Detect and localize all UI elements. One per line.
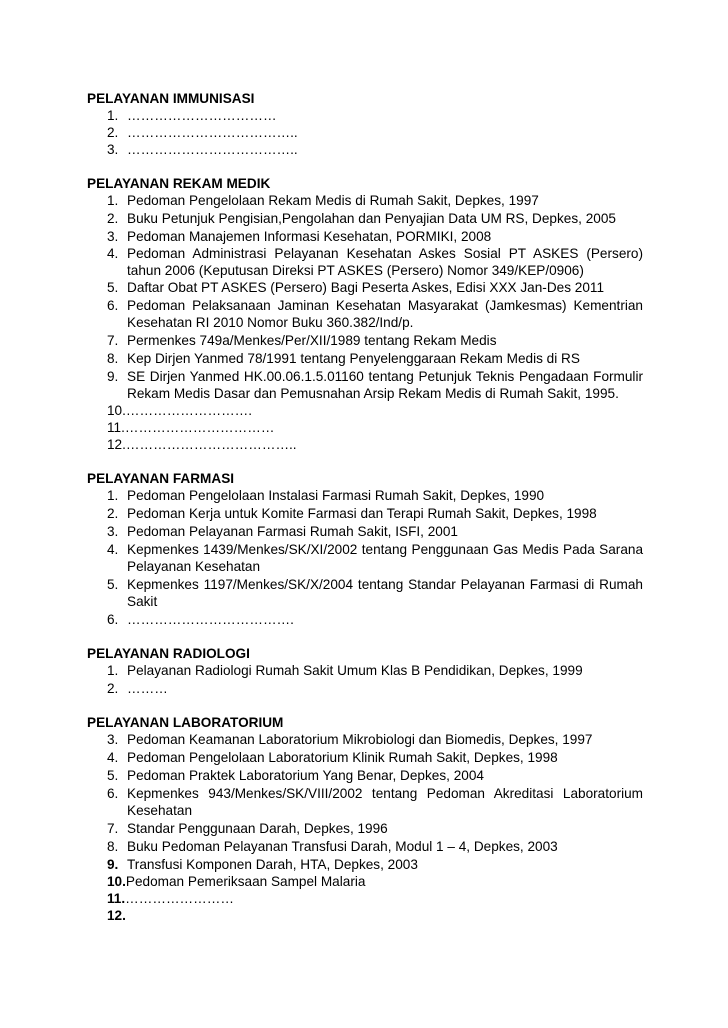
item-number: 5. xyxy=(107,577,119,592)
list-item xyxy=(107,541,643,575)
item-text: Buku Pedoman Pelayanan Transfusi Darah, Modul 1 – 4, Depkes, 2003 xyxy=(127,839,558,854)
item-number: 9. xyxy=(107,369,119,384)
list-item xyxy=(107,505,643,522)
list-item xyxy=(107,856,643,873)
item-number: 1. xyxy=(107,108,119,123)
item-text: Transfusi Komponen Darah, HTA, Depkes, 2003 xyxy=(127,857,418,872)
item-number: 1. xyxy=(107,663,119,678)
item-text: Pedoman Keamanan Laboratorium Mikrobiologi dan Biomedis, Depkes, 1997 xyxy=(127,732,593,747)
item-number: 2. xyxy=(107,211,119,226)
item-text: Pedoman Pengelolaan Laboratorium Klinik Rumah Sakit, Depkes, 1998 xyxy=(127,750,558,765)
section-title: PELAYANAN FARMASI xyxy=(87,471,235,486)
list-item xyxy=(107,192,643,209)
item-text: Pedoman Pengelolaan Rekam Medis di Rumah Sakit, Depkes, 1997 xyxy=(127,193,539,208)
item-number: 11. xyxy=(107,420,125,435)
item-number: 11. xyxy=(107,891,126,906)
item-text: ……………………………….. xyxy=(127,125,298,140)
item-text: Kepmenkes 943/Menkes/SK/VIII/2002 tentang Pedoman Akreditasi Laboratorium Kesehatan xyxy=(127,786,643,818)
section-title: PELAYANAN IMMUNISASI xyxy=(87,91,255,106)
section-immunisasi xyxy=(87,90,643,158)
list-item xyxy=(107,749,643,766)
list-item xyxy=(107,785,643,819)
item-number: 3. xyxy=(107,142,119,157)
list-item xyxy=(107,767,643,784)
list-item xyxy=(107,279,643,296)
list-item xyxy=(107,436,643,453)
list-item xyxy=(107,611,643,628)
item-text: Kepmenkes 1439/Menkes/SK/XI/2002 tentang Penggunaan Gas Medis Pada Sarana Pelayanan Kesehatan xyxy=(127,542,643,574)
item-number: 3. xyxy=(107,229,119,244)
item-number: 12. xyxy=(107,908,126,923)
list-item xyxy=(107,107,643,124)
item-number: 2. xyxy=(107,125,119,140)
item-number: 6. xyxy=(107,612,119,627)
reference-list xyxy=(87,662,643,697)
list-item xyxy=(107,368,643,402)
item-number: 7. xyxy=(107,333,119,348)
item-text: ……………………………….. xyxy=(127,142,298,157)
list-item xyxy=(107,662,643,679)
list-item xyxy=(107,576,643,610)
list-item xyxy=(107,487,643,504)
section-title: PELAYANAN LABORATORIUM xyxy=(87,715,284,730)
item-text: Pelayanan Radiologi Rumah Sakit Umum Klas B Pendidikan, Depkes, 1999 xyxy=(127,663,583,678)
section-rekam-medik xyxy=(87,175,643,453)
item-text: ………………………………. xyxy=(127,612,294,627)
item-number: 1. xyxy=(107,488,119,503)
item-text xyxy=(126,907,643,924)
section-title: PELAYANAN REKAM MEDIK xyxy=(87,176,271,191)
list-item xyxy=(107,680,643,697)
item-number: 5. xyxy=(107,768,119,783)
list-item xyxy=(107,873,643,890)
item-number: 3. xyxy=(107,732,119,747)
section-title: PELAYANAN RADIOLOGI xyxy=(87,646,250,661)
item-number: 10. xyxy=(107,403,126,418)
list-item xyxy=(107,297,643,331)
list-item xyxy=(107,141,643,158)
item-number: 8. xyxy=(107,839,119,854)
item-text: Daftar Obat PT ASKES (Persero) Bagi Peserta Askes, Edisi XXX Jan-Des 2011 xyxy=(127,280,605,295)
item-number: 4. xyxy=(107,542,119,557)
item-text: Pedoman Pelayanan Farmasi Rumah Sakit, ISFI, 2001 xyxy=(127,524,458,539)
item-number: 4. xyxy=(107,246,119,261)
item-text: Pedoman Pengelolaan Instalasi Farmasi Rumah Sakit, Depkes, 1990 xyxy=(127,488,545,503)
list-item xyxy=(107,332,643,349)
item-text: ……… xyxy=(127,681,168,696)
document-content xyxy=(87,90,643,941)
item-number: 8. xyxy=(107,351,119,366)
list-item xyxy=(107,245,643,279)
item-text: …………………………… xyxy=(124,420,275,435)
list-item xyxy=(107,890,643,907)
item-text: Kep Dirjen Yanmed 78/1991 tentang Penyelenggaraan Rekam Medis di RS xyxy=(127,351,580,366)
item-number: 3. xyxy=(107,524,119,539)
item-text: Permenkes 749a/Menkes/Per/XII/1989 tentang Rekam Medis xyxy=(127,333,497,348)
item-number: 10. xyxy=(107,874,126,889)
list-item xyxy=(107,820,643,837)
reference-list xyxy=(87,731,643,924)
list-item xyxy=(107,523,643,540)
item-number: 1. xyxy=(107,193,119,208)
item-number: 2. xyxy=(107,681,119,696)
item-number: 4. xyxy=(107,750,119,765)
list-item xyxy=(107,419,643,436)
item-text: Pedoman Administrasi Pelayanan Kesehatan Askes Sosial PT ASKES (Persero) tahun 2006 (Keputusan Direksi PT ASKES (Persero) Nomor 349/KEP/0906) xyxy=(127,246,643,278)
item-number: 7. xyxy=(107,821,119,836)
reference-list xyxy=(87,107,643,158)
list-item xyxy=(107,907,643,924)
list-item xyxy=(107,731,643,748)
item-text: …………………… xyxy=(125,891,234,906)
item-number: 6. xyxy=(107,786,119,801)
item-text: …………………………… xyxy=(127,108,277,123)
list-item xyxy=(107,350,643,367)
item-text: Buku Petunjuk Pengisian,Pengolahan dan Penyajian Data UM RS, Depkes, 2005 xyxy=(127,211,616,226)
item-text: Pedoman Praktek Laboratorium Yang Benar, Depkes, 2004 xyxy=(127,768,484,783)
list-item xyxy=(107,228,643,245)
item-text: Pedoman Manajemen Informasi Kesehatan, PORMIKI, 2008 xyxy=(127,229,492,244)
list-item xyxy=(107,402,643,419)
list-item xyxy=(107,124,643,141)
section-radiologi xyxy=(87,645,643,697)
item-number: 2. xyxy=(107,506,119,521)
section-farmasi xyxy=(87,470,643,628)
reference-list xyxy=(87,487,643,628)
item-text: Pedoman Kerja untuk Komite Farmasi dan Terapi Rumah Sakit, Depkes, 1998 xyxy=(127,506,597,521)
item-text: SE Dirjen Yanmed HK.00.06.1.5.01160 tentang Petunjuk Teknis Pengadaan Formulir Rekam Medis Dasar dan Pemusnahan Arsip Rekam Medis di Rumah Sakit, 1995. xyxy=(127,369,643,401)
item-text: ……………………………….. xyxy=(125,437,297,452)
item-number: 9. xyxy=(107,857,119,872)
item-text: Pedoman Pelaksanaan Jaminan Kesehatan Masyarakat (Jamkesmas) Kementrian Kesehatan RI 2010 Nomor Buku 360.382/Ind/p. xyxy=(127,298,643,330)
reference-list xyxy=(87,192,643,453)
item-number: 6. xyxy=(107,298,119,313)
item-text: Pedoman Pemeriksaan Sampel Malaria xyxy=(125,874,366,889)
list-item xyxy=(107,838,643,855)
item-number: 5. xyxy=(107,280,119,295)
item-text: Kepmenkes 1197/Menkes/SK/X/2004 tentang Standar Pelayanan Farmasi di Rumah Sakit xyxy=(127,577,643,609)
list-item xyxy=(107,210,643,227)
section-laboratorium xyxy=(87,714,643,924)
item-text: Standar Penggunaan Darah, Depkes, 1996 xyxy=(127,821,388,836)
item-text: ………………………. xyxy=(125,403,253,418)
item-number: 12. xyxy=(107,437,126,452)
